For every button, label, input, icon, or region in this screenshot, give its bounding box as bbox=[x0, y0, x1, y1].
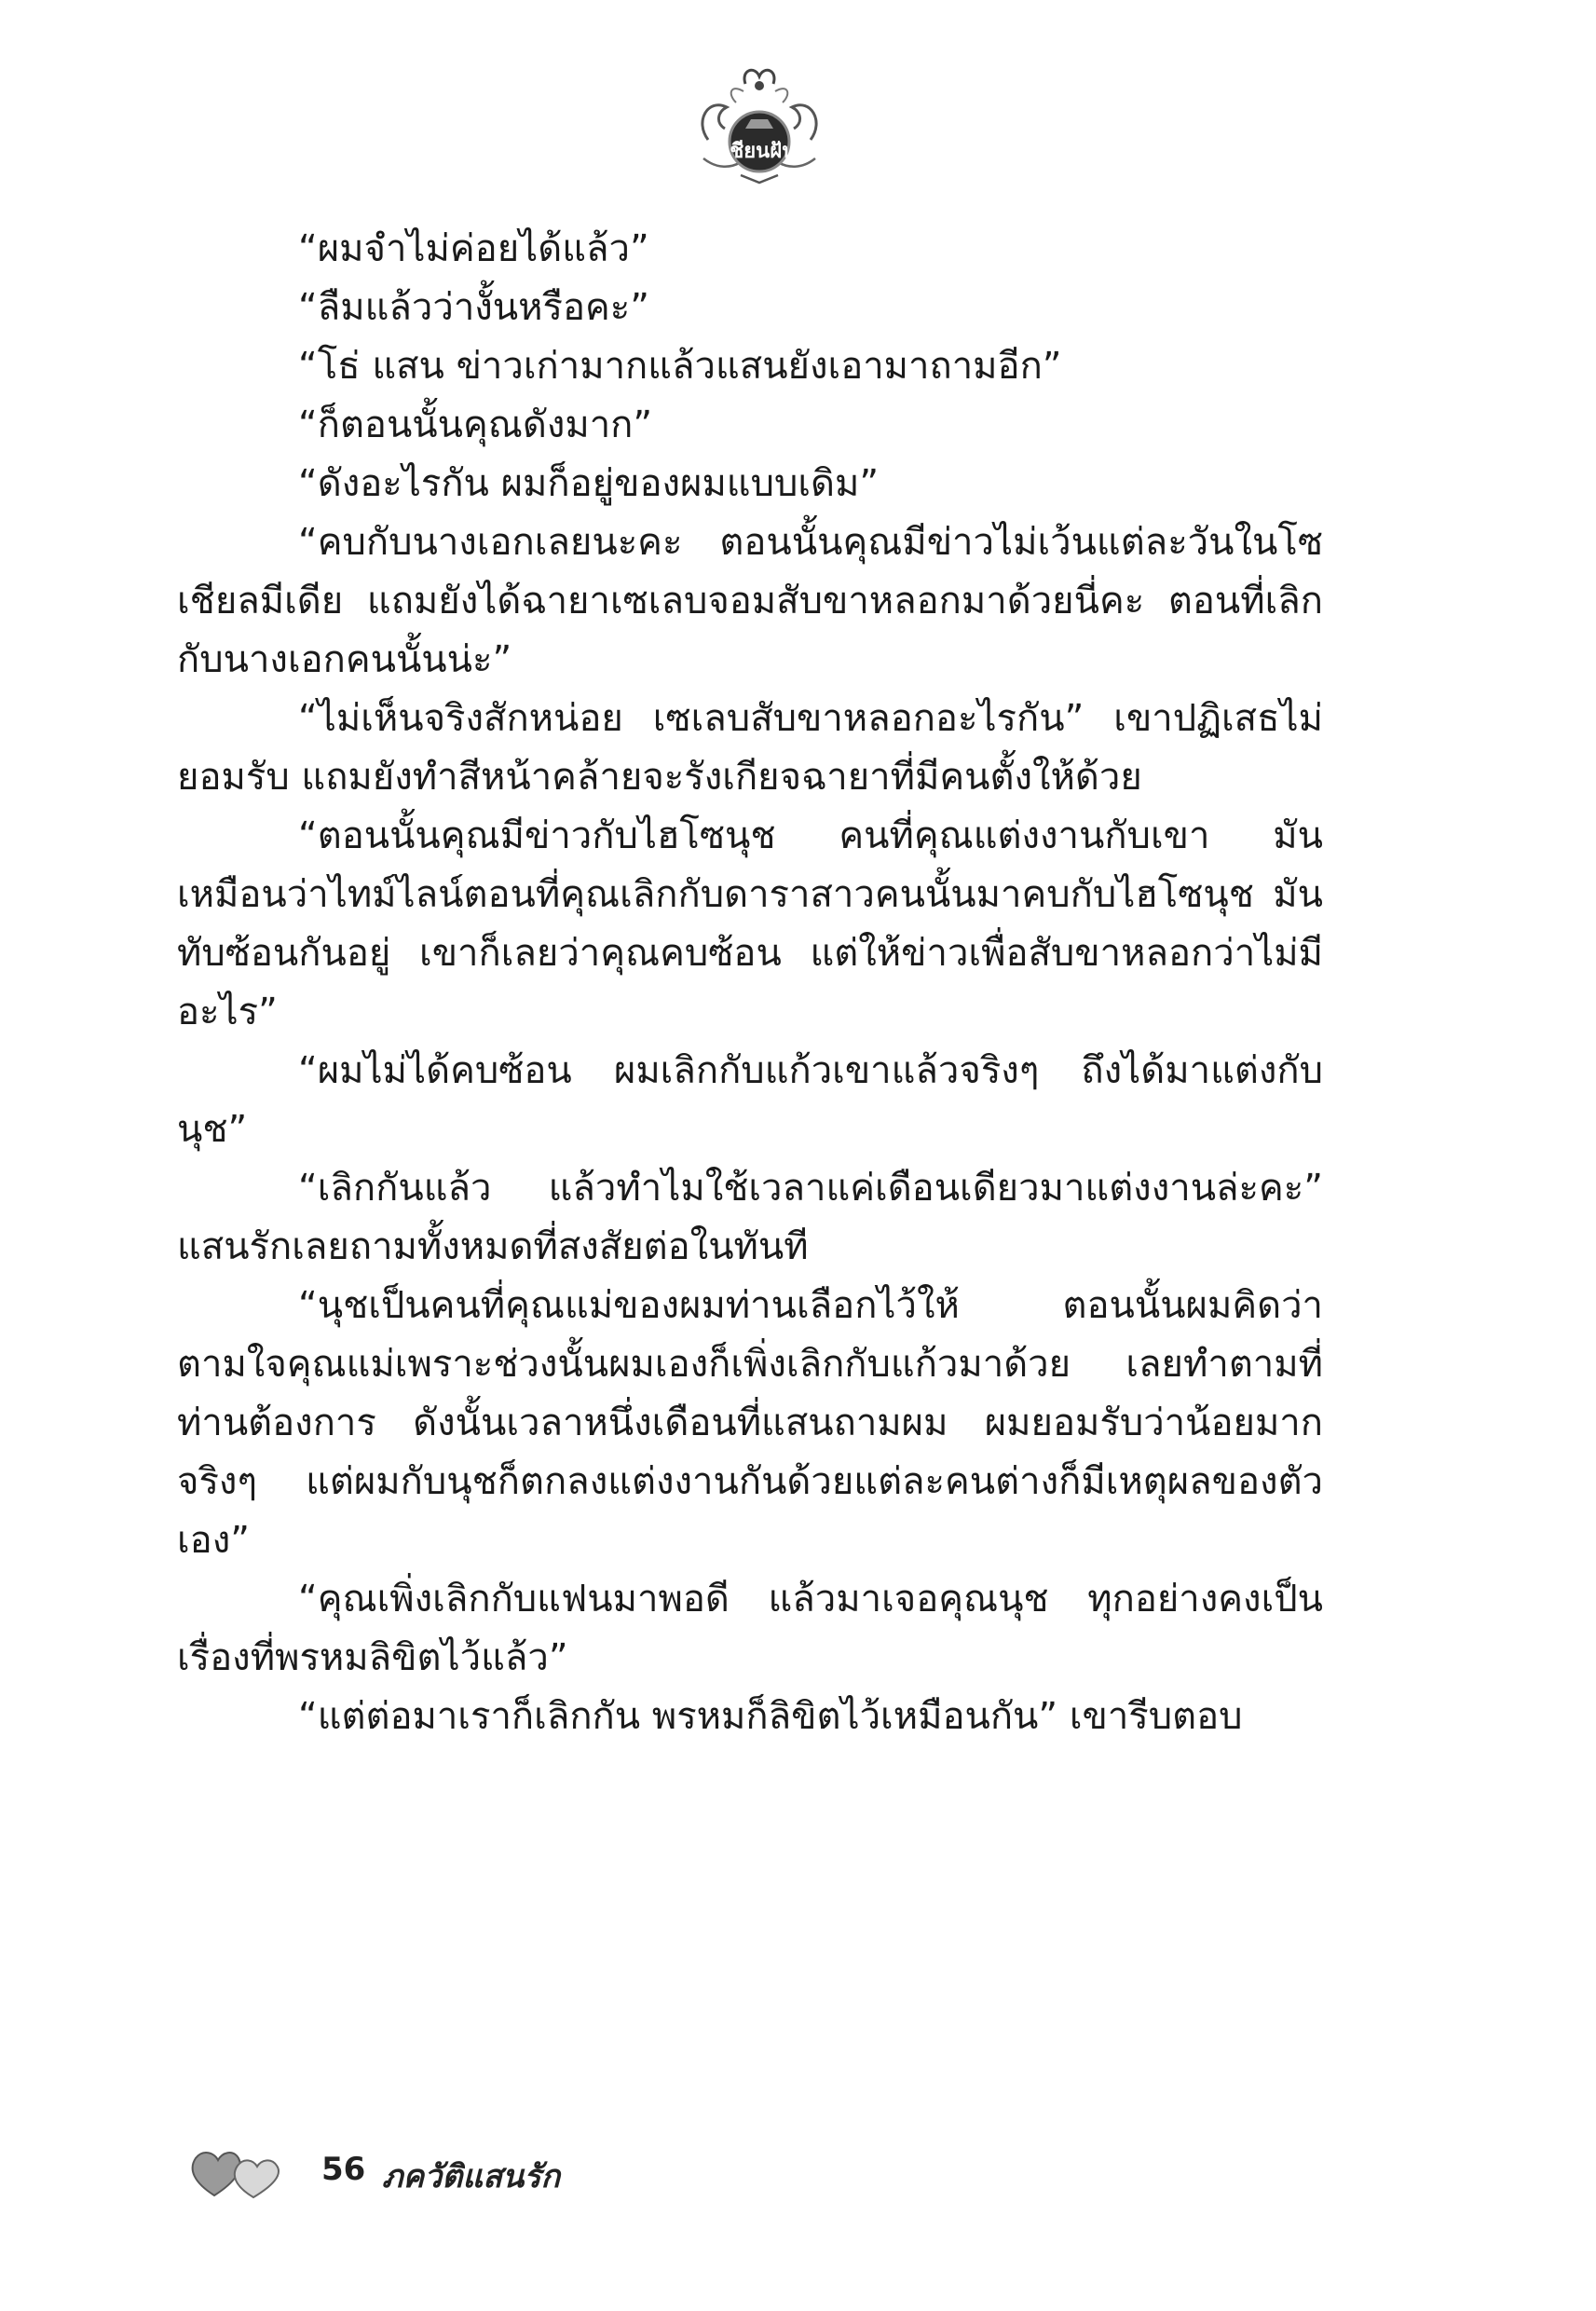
paragraph: “นุชเป็นคนที่คุณแม่ของผมท่านเลือกไว้ให้ ตอนนั้นผมคิดว่าตามใจคุณแม่เพราะช่วงนั้นผมเองก็เพิ่งเลิกกับแก้วมาด้วย เลยทำตามที่ท่านต้องการ ดังนั้นเวลาหนึ่งเดือนที่แสนถามผม ผมยอมรับว่าน้อยมากจริงๆ แต่ผมกับนุชก็ตกลงแต่งงานกันด้วยแต่ละคนต่างก็มีเหตุผลของตัวเอง” bbox=[177, 1284, 1323, 1562]
page-footer bbox=[186, 2143, 932, 2199]
paragraph: “เลิกกันแล้ว แล้วทำไมใช้เวลาแค่เดือนเดียวมาแต่งงานล่ะคะ” แสนรักเลยถามทั้งหมดที่สงสัยต่อในทันที bbox=[177, 1167, 1323, 1268]
two-hearts-icon bbox=[186, 2143, 289, 2199]
paragraph: “ไม่เห็นจริงสักหน่อย เซเลบสับขาหลอกอะไรกัน” เขาปฏิเสธไม่ยอมรับ แถมยังทำสีหน้าคล้ายจะรังเกียจฉายาที่มีคนตั้งให้ด้วย bbox=[177, 697, 1323, 799]
paragraph: “ดังอะไรกัน ผมก็อยู่ของผมแบบเดิม” bbox=[298, 462, 880, 505]
header-logo bbox=[689, 65, 829, 186]
footer-hearts bbox=[186, 2143, 289, 2199]
paragraph: “ก็ตอนนั้นคุณดังมาก” bbox=[298, 403, 653, 446]
paragraph: “แต่ต่อมาเราก็เลิกกัน พรหมก็ลิขิตไว้เหมือนกัน” เขารีบตอบ bbox=[298, 1695, 1243, 1738]
paragraph: “ผมจำไม่ค่อยได้แล้ว” bbox=[298, 227, 649, 270]
paragraph: “คุณเพิ่งเลิกกับแฟนมาพอดี แล้วมาเจอคุณนุช ทุกอย่างคงเป็นเรื่องที่พรหมลิขิตไว้แล้ว” bbox=[177, 1578, 1323, 1679]
story-text bbox=[177, 220, 1323, 1746]
logo-text: เชียนฝัน bbox=[722, 140, 797, 163]
paragraph: “โธ่ แสน ข่าวเก่ามากแล้วแสนยังเอามาถามอีก” bbox=[298, 345, 1062, 388]
paragraph: “ลืมแล้วว่างั้นหรือคะ” bbox=[298, 286, 649, 329]
paragraph: “ตอนนั้นคุณมีข่าวกับไฮโซนุช คนที่คุณแต่งงานกับเขา มันเหมือนว่าไทม์ไลน์ตอนที่คุณเลิกกับดาราสาวคนนั้นมาคบกับไฮโซนุช มันทับซ้อนกันอยู่ เขาก็เลยว่าคุณคบซ้อน แต่ให้ข่าวเพื่อสับขาหลอกว่าไม่มีอะไร” bbox=[177, 814, 1323, 1033]
page-number: 56 bbox=[321, 2151, 366, 2188]
paragraph: “ผมไม่ได้คบซ้อน ผมเลิกกับแก้วเขาแล้วจริงๆ ถึงได้มาแต่งกับนุช” bbox=[177, 1049, 1323, 1151]
ornamental-crest-icon bbox=[689, 65, 829, 186]
paragraph: “คบกับนางเอกเลยนะคะ ตอนนั้นคุณมีข่าวไม่เว้นแต่ละวันในโซเชียลมีเดีย แถมยังได้ฉายาเซเลบจอมสับขาหลอกมาด้วยนี่คะ ตอนที่เลิกกับนางเอกคนนั้นน่ะ” bbox=[177, 521, 1323, 681]
book-title: ภควัติแสนรัก bbox=[382, 2158, 561, 2195]
